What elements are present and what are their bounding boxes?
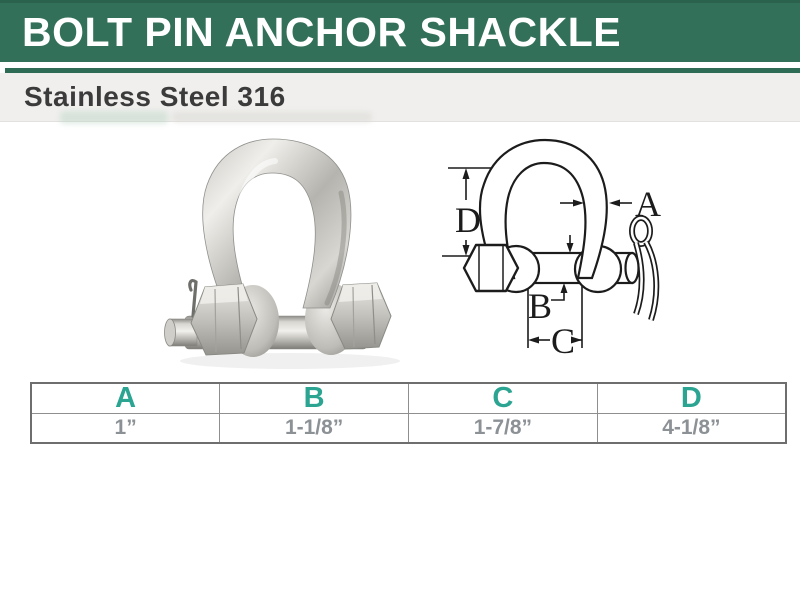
page-title: BOLT PIN ANCHOR SHACKLE bbox=[22, 9, 622, 55]
spec-col-a: A bbox=[31, 383, 220, 414]
spec-col-c: C bbox=[409, 383, 598, 414]
dim-b-arrow-up bbox=[561, 283, 568, 293]
spec-val-d: 4-1/8” bbox=[597, 414, 786, 443]
spec-col-d: D bbox=[597, 383, 786, 414]
photo-shadow bbox=[180, 353, 400, 369]
photo-right-nut-face bbox=[339, 283, 382, 302]
photo-bolt-cap bbox=[165, 319, 176, 346]
dimension-diagram-image bbox=[430, 130, 720, 380]
spec-col-b: B bbox=[220, 383, 409, 414]
watermark-smudge bbox=[172, 112, 372, 122]
photo-left-nut-face bbox=[200, 284, 248, 304]
dim-label-b: B bbox=[527, 286, 553, 326]
diagram-pin-end bbox=[626, 253, 639, 283]
photo-bow bbox=[203, 139, 351, 308]
dim-d-arrow-up bbox=[463, 168, 470, 179]
dim-a-arrow-left bbox=[609, 200, 620, 207]
dim-b-leader bbox=[551, 292, 564, 300]
diagram-hex-head bbox=[464, 245, 518, 291]
dim-label-c: C bbox=[550, 321, 576, 361]
header-bar bbox=[0, 0, 800, 62]
watermark-smudge bbox=[60, 111, 168, 124]
dim-d-arrow-down bbox=[463, 245, 470, 256]
dim-label-a: A bbox=[635, 184, 661, 224]
dim-label-d: D bbox=[455, 200, 481, 240]
photo-cotter-pin bbox=[190, 281, 196, 316]
dim-b-arrow-down bbox=[567, 243, 574, 253]
dim-a-arrow-right bbox=[573, 200, 584, 207]
spec-table-value-row bbox=[31, 414, 786, 443]
dim-c-arrow-left bbox=[528, 337, 539, 344]
material-subtitle: Stainless Steel 316 bbox=[24, 81, 286, 112]
spec-table bbox=[30, 382, 787, 444]
spec-table-header-row bbox=[31, 383, 786, 414]
spec-val-a: 1” bbox=[31, 414, 220, 443]
spec-val-b: 1-1/8” bbox=[220, 414, 409, 443]
spec-val-c: 1-7/8” bbox=[409, 414, 598, 443]
product-photo-image bbox=[155, 133, 425, 380]
